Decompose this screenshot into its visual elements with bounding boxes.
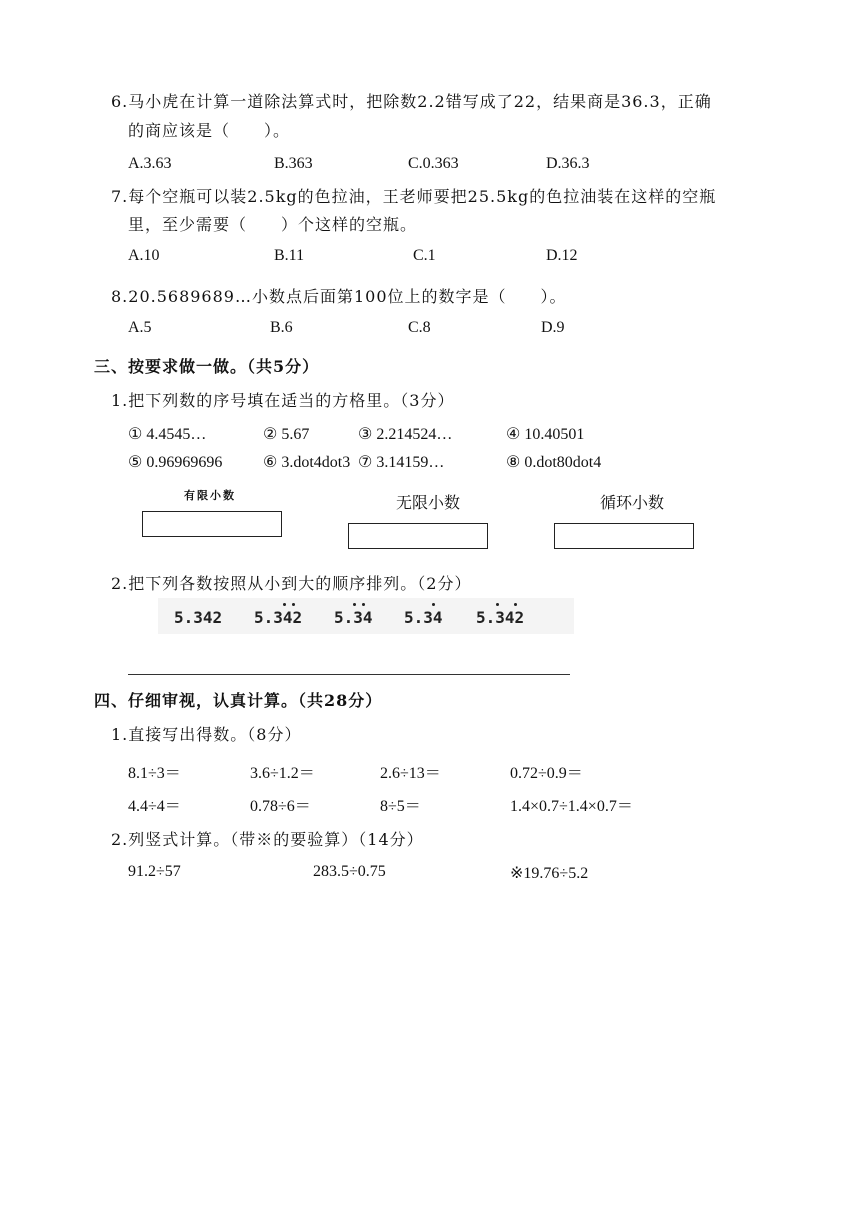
q7-option-c: C.1 — [413, 247, 436, 264]
q7-line1: 7.每个空瓶可以装2.5kg的色拉油，王老师要把25.5kg的色拉油装在这样的空瓶 — [111, 187, 717, 206]
decimal-3: 5.34 — [334, 608, 373, 627]
number-item-5: ⑤ 0.96969696 — [128, 454, 223, 471]
number-item-2: ② 5.67 — [263, 426, 310, 443]
q7-option-b: B.11 — [274, 247, 305, 264]
infinite-decimal-label: 无限小数 — [396, 493, 461, 512]
number-item-3: ③ 2.214524… — [358, 426, 453, 443]
calc-item: 3.6÷1.2＝ — [250, 765, 315, 782]
repeat-dot — [353, 603, 356, 606]
calc-item: 8÷5＝ — [380, 798, 421, 815]
q6-option-c: C.0.363 — [408, 155, 459, 172]
repeat-dot — [514, 603, 517, 606]
q6-option-b: B.363 — [274, 155, 313, 172]
q8-option-a: A.5 — [128, 319, 152, 336]
q8-option-d: D.9 — [541, 319, 565, 336]
repeat-dot — [496, 603, 499, 606]
number-item-8: ⑧ 0.dot80dot4 — [506, 454, 602, 471]
q7-option-d: D.12 — [546, 247, 578, 264]
repeat-dot — [432, 603, 435, 606]
repeat-dot — [283, 603, 286, 606]
section3-title: 三、按要求做一做。（共5分） — [94, 357, 320, 376]
s4-q1-text: 1.直接写出得数。（8分） — [111, 725, 302, 744]
q6-option-a: A.3.63 — [128, 155, 172, 172]
number-item-6: ⑥ 3.dot4dot3 — [263, 454, 351, 471]
decimal-1: 5.342 — [174, 608, 223, 627]
s3-q1-text: 1.把下列数的序号填在适当的方格里。（3分） — [111, 391, 455, 410]
number-item-4: ④ 10.40501 — [506, 426, 585, 443]
decimal-4: 5.34 — [404, 608, 443, 627]
q6-line1: 6.马小虎在计算一道除法算式时，把除数2.2错写成了22，结果商是36.3，正确 — [111, 92, 712, 111]
repeating-decimal-label: 循环小数 — [600, 493, 665, 512]
calc-item: 8.1÷3＝ — [128, 765, 181, 782]
repeat-dot — [362, 603, 365, 606]
s3-q2-text: 2.把下列各数按照从小到大的顺序排列。（2分） — [111, 574, 472, 593]
q8-option-b: B.6 — [270, 319, 293, 336]
number-item-1: ① 4.4545… — [128, 426, 207, 443]
vertical-calc-item: 91.2÷57 — [128, 863, 181, 880]
q7-line2: 里，至少需要（ ）个这样的空瓶。 — [128, 215, 418, 234]
vertical-calc-item: ※19.76÷5.2 — [510, 865, 589, 882]
q7-option-a: A.10 — [128, 247, 160, 264]
finite-decimal-label: 有限小数 — [184, 489, 236, 502]
q8-option-c: C.8 — [408, 319, 431, 336]
finite-decimal-box[interactable] — [142, 511, 282, 537]
calc-item: 2.6÷13＝ — [380, 765, 441, 782]
q8-line1: 8.20.5689689…小数点后面第100位上的数字是（ ）。 — [111, 287, 567, 306]
q6-option-d: D.36.3 — [546, 155, 590, 172]
calc-item: 0.72÷0.9＝ — [510, 765, 583, 782]
calc-item: 4.4÷4＝ — [128, 798, 181, 815]
repeating-decimal-box[interactable] — [554, 523, 694, 549]
s4-q2-text: 2.列竖式计算。（带※的要验算）（14分） — [111, 830, 424, 849]
calc-item: 0.78÷6＝ — [250, 798, 311, 815]
repeat-dot — [292, 603, 295, 606]
infinite-decimal-box[interactable] — [348, 523, 488, 549]
section4-title: 四、仔细审视，认真计算。（共28分） — [94, 691, 383, 710]
decimal-5: 5.342 — [476, 608, 525, 627]
vertical-calc-item: 283.5÷0.75 — [313, 863, 386, 880]
decimal-2: 5.342 — [254, 608, 303, 627]
answer-line[interactable] — [128, 674, 570, 675]
calc-item: 1.4×0.7÷1.4×0.7＝ — [510, 798, 633, 815]
q6-line2: 的商应该是（ ）。 — [128, 121, 291, 140]
number-item-7: ⑦ 3.14159… — [358, 454, 445, 471]
